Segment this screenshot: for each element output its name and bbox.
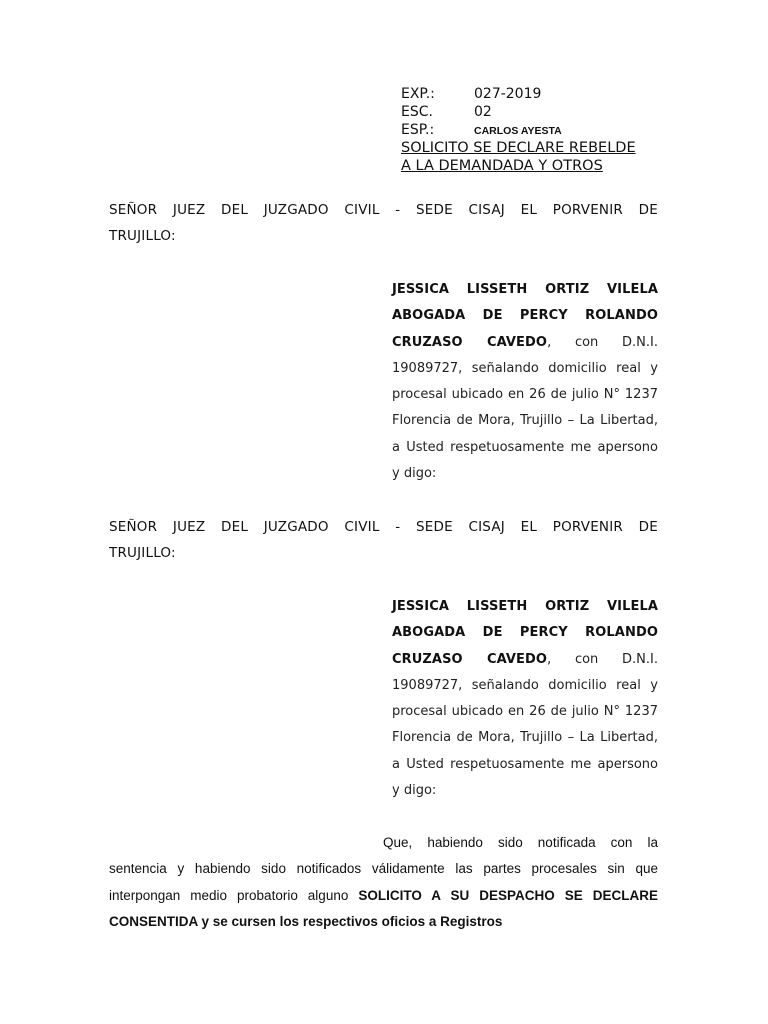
petitioner-details: , con D.N.I. 19089727, señalando domicilio real y procesal ubicado en 26 de julio N° 1237 Florencia de Mora, Trujillo – La Libertad, a Usted respetuosamente me apersono y digo: bbox=[392, 651, 659, 799]
esp-label: ESP.: bbox=[401, 122, 435, 138]
escrito-row bbox=[401, 104, 492, 121]
petitioner-paragraph bbox=[392, 594, 658, 804]
addressee-line2: TRUJILLO: bbox=[109, 228, 176, 244]
petitioner-name: JESSICA LISSETH ORTIZ VILELA ABOGADA DE PERCY ROLANDO CRUZASO CAVEDO bbox=[392, 599, 658, 667]
especialista-row bbox=[401, 122, 562, 140]
exp-label: EXP.: bbox=[401, 86, 435, 102]
esp-value: CARLOS AYESTA bbox=[474, 125, 562, 137]
addressee-line2: TRUJILLO: bbox=[109, 545, 176, 561]
request-bold-2: y se cursen los respectivos oficios a Registros bbox=[197, 913, 503, 929]
exp-value: 027-2019 bbox=[474, 86, 542, 102]
petitioner-paragraph bbox=[392, 277, 658, 487]
addressee-line1: SEÑOR JUEZ DEL JUZGADO CIVIL - SEDE CISAJ EL PORVENIR DE bbox=[109, 202, 658, 218]
addressee-line1: SEÑOR JUEZ DEL JUZGADO CIVIL - SEDE CISAJ EL PORVENIR DE bbox=[109, 519, 658, 535]
expediente-row bbox=[401, 86, 541, 103]
petition-title-line1: SOLICITO SE DECLARE REBELDE bbox=[401, 140, 636, 156]
request-paragraph bbox=[109, 830, 658, 935]
petitioner-name: JESSICA LISSETH ORTIZ VILELA ABOGADA DE PERCY ROLANDO CRUZASO CAVEDO bbox=[392, 282, 658, 350]
esc-value: 02 bbox=[474, 104, 492, 120]
esc-label: ESC. bbox=[401, 104, 433, 120]
request-text: Que, habiendo sido notificada con la sentencia y habiendo sido notificados válidamente las partes procesales sin que interpongan medio probatorio alguno bbox=[109, 835, 658, 903]
petition-title-line2: A LA DEMANDADA Y OTROS bbox=[401, 158, 603, 174]
petitioner-details: , con D.N.I. 19089727, señalando domicilio real y procesal ubicado en 26 de julio N° 1237 Florencia de Mora, Trujillo – La Libertad, a Usted respetuosamente me apersono y digo: bbox=[392, 334, 659, 482]
request-bold-1: SOLICITO A SU DESPACHO SE DECLARE CONSENTIDA bbox=[109, 887, 658, 929]
